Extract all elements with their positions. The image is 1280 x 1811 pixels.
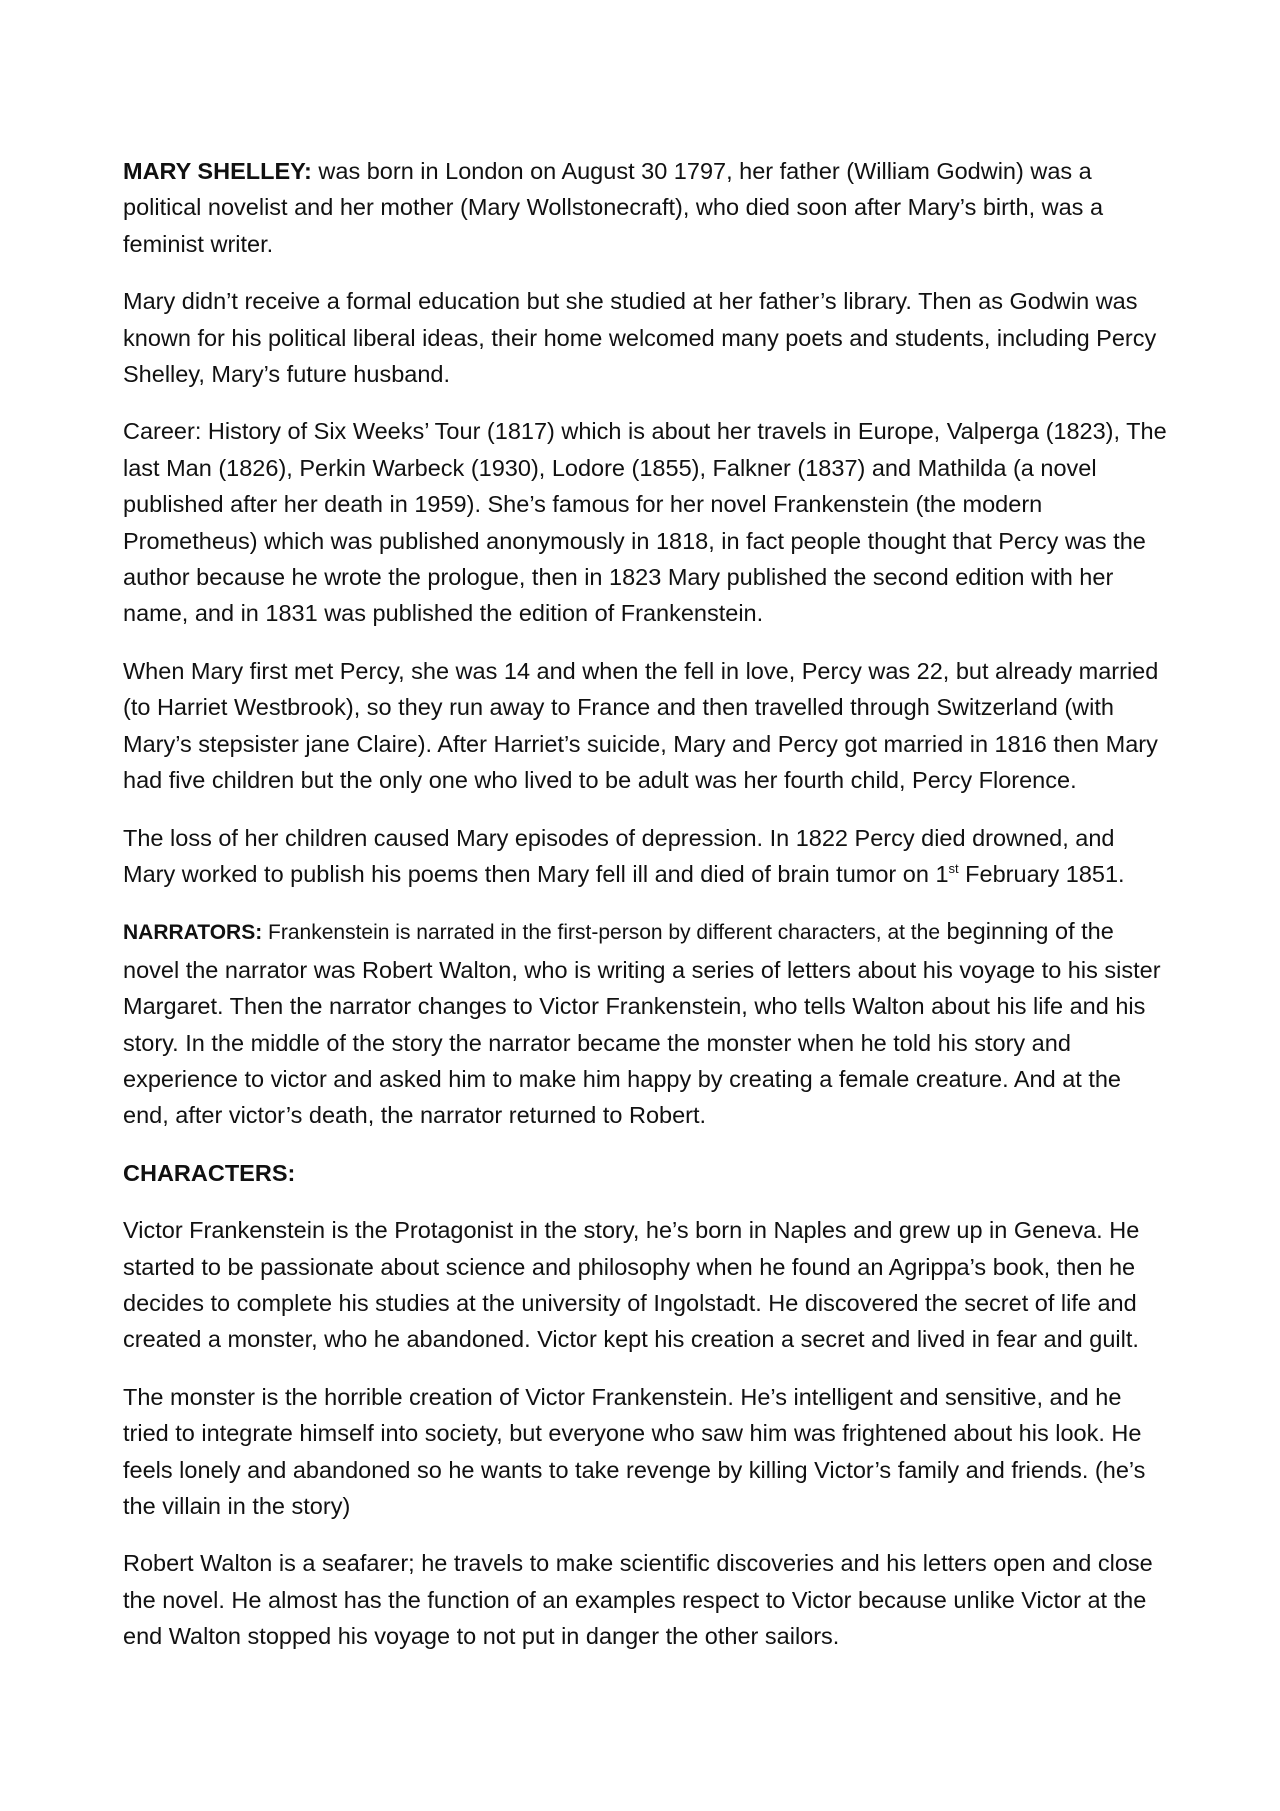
paragraph-biography — [123, 153, 1173, 262]
paragraph-monster: The monster is the horrible creation of Victor Frankenstein. He’s intelligent and sensitive, and he tried to integrate himself into society, but everyone who saw him was frightened about his look. He feels lonely and abandoned so he wants to take revenge by killing Victor’s family and friends. (he’s the villain in the story) — [123, 1383, 1146, 1519]
paragraph-death — [123, 820, 1173, 893]
document-page — [123, 153, 1173, 1676]
paragraph-education: Mary didn’t receive a formal education but she studied at her father’s library. Then as Godwin was known for his political liberal ideas, their home welcomed many poets and students, including Percy Shelley, Mary’s future husband. — [123, 288, 1157, 388]
paragraph-narrators — [123, 913, 1173, 1133]
narrators-text: beginning of the novel the narrator was Robert Walton, who is writing a series of letters about his voyage to his sister Margaret. Then the narrator changes to Victor Frankenstein, who tells Walton about his life and his story. In the middle of the story the narrator became the monster when he told his story and experience to victor and asked him to make him happy by creating a female creature. And at the end, after victor’s death, the narrator returned to Robert. — [123, 918, 1161, 1129]
death-date-text: February 1851. — [958, 860, 1125, 887]
paragraph-career: Career: History of Six Weeks’ Tour (1817) which is about her travels in Europe, Valperga (1823), The last Man (1826), Perkin Warbeck (1930), Lodore (1855), Falkner (1837) and Mathilda (a novel published after her death in 1959). She’s famous for her novel Frankenstein (the modern Prometheus) which was published anonymously in 1818, in fact people thought that Percy was the author because he wrote the prologue, then in 1823 Mary published the second edition with her name, and in 1831 was published the edition of Frankenstein. — [123, 418, 1167, 627]
ordinal-superscript: st — [948, 861, 959, 877]
biography-text: was born in London on August 30 1797, her father (William Godwin) was a political novelist and her mother (Mary Wollstonecraft), who died soon after Mary’s birth, was a feminist writer. — [123, 158, 1104, 257]
narrators-label: NARRATORS: — [123, 921, 263, 945]
biography-label: MARY SHELLEY: — [123, 158, 312, 184]
narrators-text-small: Frankenstein is narrated in the first-person by different characters, at the — [262, 921, 941, 945]
paragraph-marriage: When Mary first met Percy, she was 14 and when the fell in love, Percy was 22, but already married (to Harriet Westbrook), so they run away to France and then travelled through Switzerland (with Mary’s stepsister jane Claire). After Harriet’s suicide, Mary and Percy got married in 1816 then Mary had five children but the only one who lived to be adult was her fourth child, Percy Florence. — [123, 657, 1159, 794]
paragraph-walton: Robert Walton is a seafarer; he travels to make scientific discoveries and his letters open and close the novel. He almost has the function of an examples respect to Victor because unlike Victor at the end Walton stopped his voyage to not put in danger the other sailors. — [123, 1550, 1153, 1650]
paragraph-victor: Victor Frankenstein is the Protagonist in the story, he’s born in Naples and grew up in Geneva. He started to be passionate about science and philosophy when he found an Agrippa’s book, then he decides to complete his studies at the university of Ingolstadt. He discovered the secret of life and created a monster, who he abandoned. Victor kept his creation a secret and lived in fear and guilt. — [123, 1217, 1140, 1353]
characters-heading: CHARACTERS: — [123, 1159, 296, 1186]
death-text: The loss of her children caused Mary episodes of depression. In 1822 Percy died drowned, and Mary worked to publish his poems then Mary fell ill and died of brain tumor on 1 — [123, 824, 1115, 887]
